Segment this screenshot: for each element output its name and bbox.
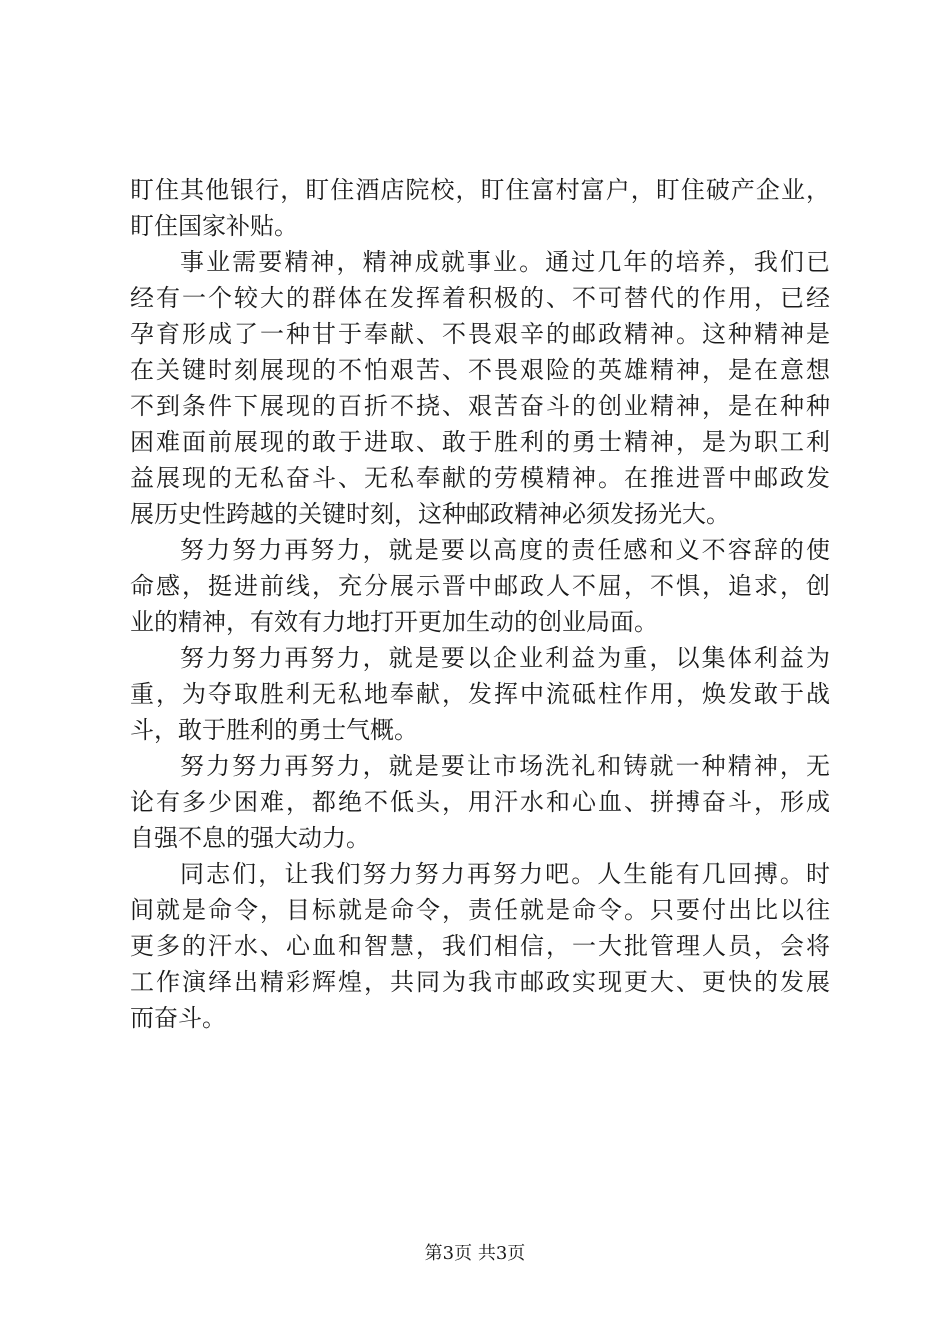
text-line: 努力努力再努力，就是要以企业利益为重，以集体利益为: [180, 644, 830, 672]
paragraph-2: [130, 244, 830, 532]
paragraph-3: [130, 532, 830, 640]
paragraph-5: [130, 748, 830, 856]
text-line: 而奋斗。: [130, 1004, 226, 1032]
text-line: 斗，敢于胜利的勇士气概。: [130, 716, 418, 744]
paragraph-6: [130, 856, 830, 1036]
text-line: 困难面前展现的敢于进取、敢于胜利的勇士精神，是为职工利: [130, 428, 830, 456]
text-line: 命感，挺进前线，充分展示晋中邮政人不屈，不惧，追求，创: [130, 572, 830, 600]
text-line: 盯住国家补贴。: [130, 212, 298, 240]
text-line: 不到条件下展现的百折不挠、艰苦奋斗的创业精神，是在种种: [130, 392, 830, 420]
document-body: [130, 172, 830, 1036]
text-line: 经有一个较大的群体在发挥着积极的、不可替代的作用，已经: [130, 284, 830, 312]
text-line: 努力努力再努力，就是要让市场洗礼和铸就一种精神，无: [180, 752, 830, 780]
text-line: 间就是命令，目标就是命令，责任就是命令。只要付出比以往: [130, 896, 830, 924]
text-line: 更多的汗水、心血和智慧，我们相信，一大批管理人员，会将: [130, 932, 830, 960]
text-line: 益展现的无私奋斗、无私奉献的劳模精神。在推进晋中邮政发: [130, 464, 830, 492]
text-line: 同志们，让我们努力努力再努力吧。人生能有几回搏。时: [180, 860, 830, 888]
text-line: 展历史性跨越的关键时刻，这种邮政精神必须发扬光大。: [130, 500, 730, 528]
text-line: 盯住其他银行，盯住酒店院校，盯住富村富户，盯住破产企业，: [130, 176, 830, 204]
text-line: 业的精神，有效有力地打开更加生动的创业局面。: [130, 608, 658, 636]
text-line: 事业需要精神，精神成就事业。通过几年的培养，我们已: [180, 248, 830, 276]
paragraph-1: [130, 172, 830, 244]
page-number-label: 第3页 共3页: [424, 1243, 526, 1264]
paragraph-4: [130, 640, 830, 748]
text-line: 工作演绎出精彩辉煌，共同为我市邮政实现更大、更快的发展: [130, 968, 830, 996]
text-line: 在关键时刻展现的不怕艰苦、不畏艰险的英雄精神，是在意想: [130, 356, 830, 384]
text-line: 重，为夺取胜利无私地奉献，发挥中流砥柱作用，焕发敢于战: [130, 680, 830, 708]
page-footer: [0, 1242, 950, 1266]
text-line: 自强不息的强大动力。: [130, 824, 370, 852]
text-line: 孕育形成了一种甘于奉献、不畏艰辛的邮政精神。这种精神是: [130, 320, 830, 348]
text-line: 努力努力再努力，就是要以高度的责任感和义不容辞的使: [180, 536, 830, 564]
text-line: 论有多少困难，都绝不低头，用汗水和心血、拼搏奋斗，形成: [130, 788, 830, 816]
